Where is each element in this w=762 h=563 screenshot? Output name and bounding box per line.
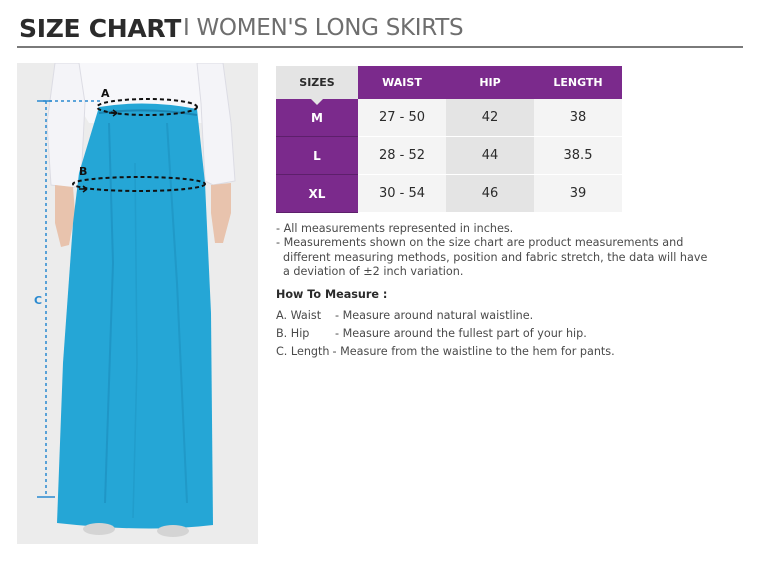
column-header-waist: WAIST — [358, 66, 446, 99]
list-item — [276, 343, 736, 361]
size-table-container — [276, 66, 622, 213]
measure-key: A. Waist — [276, 309, 322, 322]
table-header-row — [276, 66, 622, 99]
measure-text: - Measure from the waistline to the hem for pants. — [332, 345, 615, 358]
list-item — [276, 325, 736, 343]
product-photo — [17, 63, 258, 544]
table-row — [276, 137, 622, 175]
note-line: different measuring methods, position and fabric stretch, the data will have — [283, 250, 708, 264]
how-to-measure-title: How To Measure : — [276, 288, 388, 301]
length-cell: 39 — [534, 175, 622, 213]
column-header-length: LENGTH — [534, 66, 622, 99]
table-row — [276, 175, 622, 213]
size-cell: XL — [276, 175, 358, 213]
note-line: a deviation of ±2 inch variation. — [283, 265, 464, 279]
size-table — [276, 66, 622, 213]
waist-cell: 30 - 54 — [358, 175, 446, 213]
list-item — [276, 307, 736, 325]
skirt-measurement-figure — [17, 63, 258, 544]
waist-cell: 28 - 52 — [358, 137, 446, 175]
size-cell: L — [276, 137, 358, 175]
measure-text: - Measure around natural waistline. — [335, 309, 534, 322]
how-to-measure — [276, 288, 736, 361]
hip-cell: 44 — [446, 137, 534, 175]
length-cell: 38 — [534, 99, 622, 137]
size-cell: M — [276, 99, 358, 137]
page-title: SIZE CHART — [19, 14, 182, 43]
page-subtitle: I WOMEN'S LONG SKIRTS — [183, 15, 464, 41]
table-row — [276, 99, 622, 137]
measure-key: B. Hip — [276, 327, 310, 340]
note-line: - Measurements shown on the size chart are product measurements and — [276, 236, 684, 250]
measure-key: C. Length — [276, 345, 330, 358]
label-b: B — [79, 165, 88, 178]
label-c: C — [34, 294, 43, 307]
waist-cell: 27 - 50 — [358, 99, 446, 137]
label-a: A — [101, 87, 110, 100]
column-header-sizes: SIZES — [276, 66, 358, 99]
column-header-hip: HIP — [446, 66, 534, 99]
note-line: - All measurements represented in inches. — [276, 222, 514, 235]
title-bar — [17, 10, 743, 48]
hip-cell: 46 — [446, 175, 534, 213]
header-pointer-icon — [311, 99, 323, 105]
measurement-notes — [276, 222, 736, 280]
length-cell: 38.5 — [534, 137, 622, 175]
hip-cell: 42 — [446, 99, 534, 137]
measure-text: - Measure around the fullest part of your hip. — [335, 327, 587, 340]
